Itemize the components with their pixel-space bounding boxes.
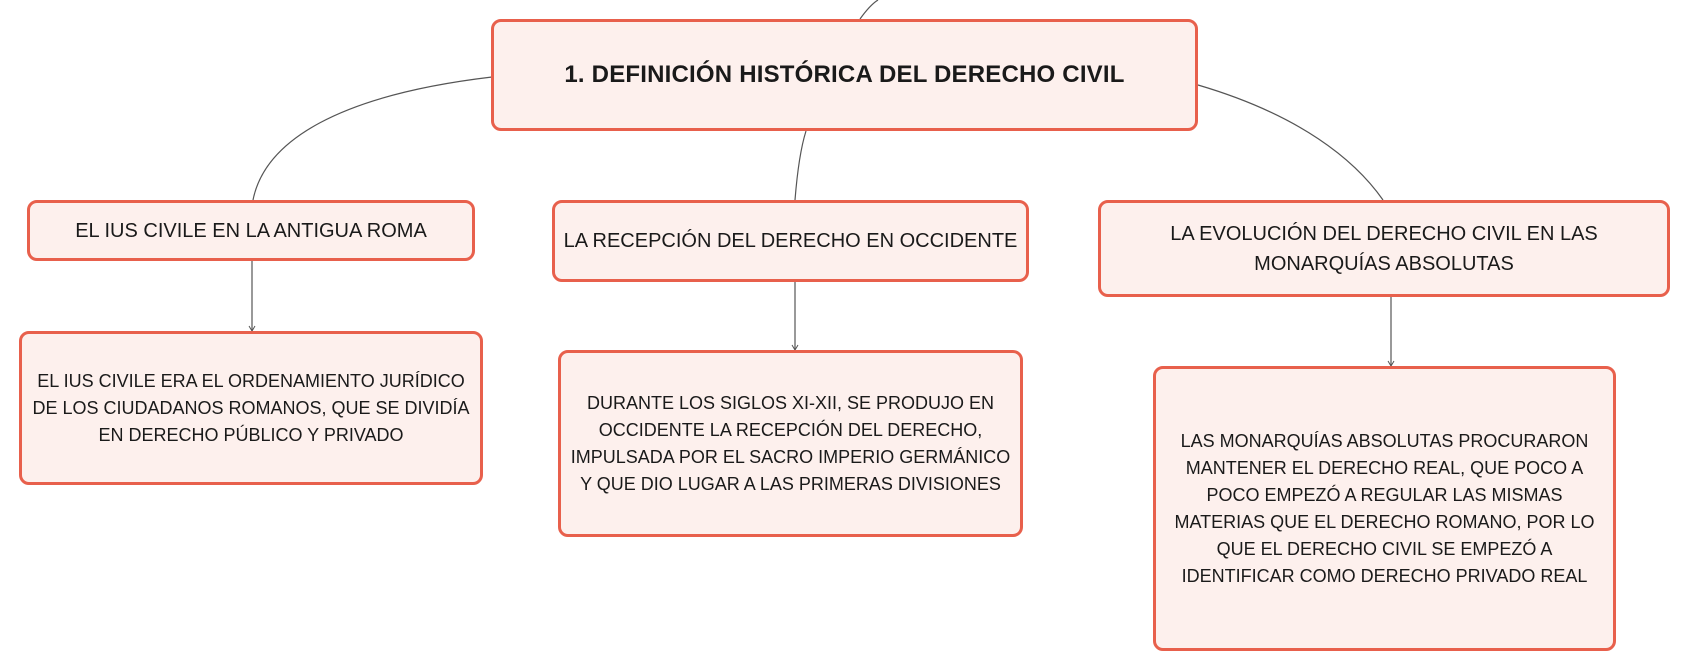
topic-node-ius-civile-roma[interactable]: [27, 200, 475, 261]
detail-node-recepcion-derecho[interactable]: [558, 350, 1023, 537]
detail-node-ius-civile-roma[interactable]: [19, 331, 483, 485]
detail-text: LAS MONARQUÍAS ABSOLUTAS PROCURARON MANTENER EL DERECHO REAL, QUE POCO A POCO EMPEZÓ A REGULAR LAS MISMAS MATERIAS QUE EL DERECHO ROMANO, POR LO QUE EL DERECHO CIVIL SE EMPEZÓ A IDENTIFICAR COMO DERECHO PRIVADO REAL: [1174, 430, 1595, 586]
topic-title: LA RECEPCIÓN DEL DERECHO EN OCCIDENTE: [563, 230, 1018, 252]
detail-text: EL IUS CIVILE ERA EL ORDENAMIENTO JURÍDICO DE LOS CIUDADANOS ROMANOS, QUE SE DIVIDÍA EN DERECHO PÚBLICO Y PRIVADO: [32, 370, 470, 445]
topic-node-recepcion-derecho[interactable]: [552, 200, 1029, 282]
topic-node-monarquias-absolutas[interactable]: [1098, 200, 1670, 297]
detail-text: DURANTE LOS SIGLOS XI-XII, SE PRODUJO EN OCCIDENTE LA RECEPCIÓN DEL DERECHO, IMPULSADA POR EL SACRO IMPERIO GERMÁNICO Y QUE DIO LUGAR A LAS PRIMERAS DIVISIONES: [570, 392, 1011, 494]
connector-root-to-parent: [860, 0, 878, 19]
root-topic-title: 1. DEFINICIÓN HISTÓRICA DEL DERECHO CIVIL: [564, 61, 1125, 88]
topic-title: LA EVOLUCIÓN DEL DERECHO CIVIL EN LAS MONARQUÍAS ABSOLUTAS: [1170, 222, 1598, 275]
connector-root-to-monarquias: [1198, 85, 1383, 200]
topic-title: EL IUS CIVILE EN LA ANTIGUA ROMA: [75, 219, 427, 242]
connector-root-to-recepcion: [795, 131, 806, 200]
root-topic-node[interactable]: [491, 19, 1198, 131]
connector-root-to-roma: [253, 77, 492, 200]
detail-node-monarquias-absolutas[interactable]: [1153, 366, 1616, 651]
